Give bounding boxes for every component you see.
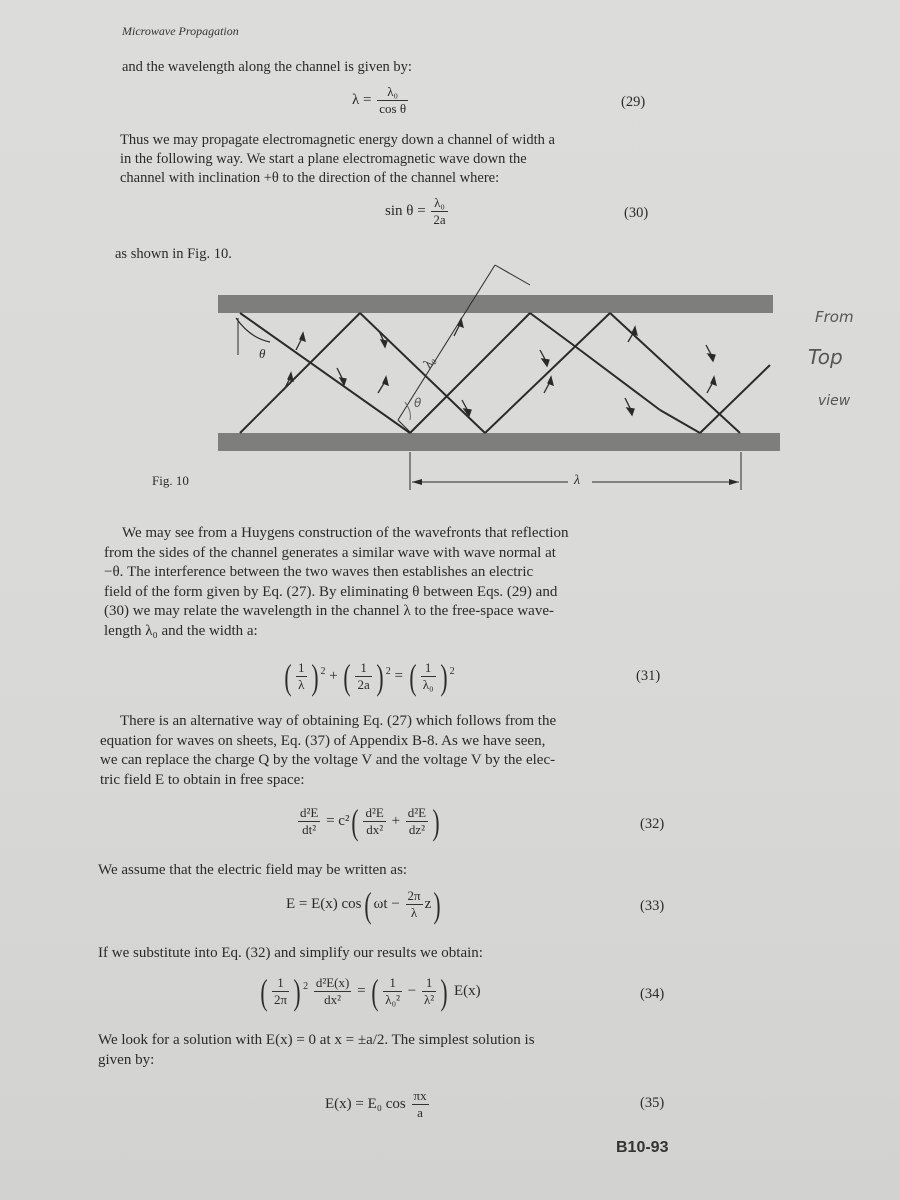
eq35-denominator: a (417, 1105, 423, 1120)
paragraph-4-line: −θ. The interference between the two waves then establishes an electric (104, 564, 534, 580)
equation-31: ( $\frac{1}{\lambda}$ ) $^2$ + ( $\frac{1}{2a}$ ) $^2$ = ( $\frac{1}{\text{λ₀}}$ ) $^2$ (284, 656, 455, 697)
handwritten-note-line-2: Top (808, 345, 843, 369)
paragraph-5-line: There is an alternative way of obtaining Eq. (27) which follows from the (120, 713, 557, 729)
eq35-numerator: πx (413, 1088, 427, 1103)
paragraph-4-line: (30) we may relate the wavelength in the channel λ to the free-space wave- (104, 603, 554, 619)
eq29-numerator: λ₀ (377, 84, 408, 101)
figure-caption: Fig. 10 (152, 473, 189, 488)
handwritten-theta: θ (414, 396, 422, 410)
paragraph-2-line: in the following way. We start a plane electromagnetic wave down the (120, 151, 527, 167)
equation-30-number: (30) (624, 205, 649, 221)
equation-31-number: (31) (636, 668, 661, 684)
paragraph-8-line: given by: (98, 1052, 155, 1068)
paragraph-4-line: field of the form given by Eq. (27). By eliminating θ between Eqs. (29) and (104, 583, 558, 600)
eq33-denominator: λ (410, 905, 418, 920)
eq31-den-3: λ₀ (422, 677, 434, 692)
eq34-num-1: 1 (272, 975, 289, 992)
paragraph-5-line: we can replace the charge Q by the voltage V and the voltage V by the elec- (100, 752, 556, 768)
paragraph-7 (98, 944, 483, 963)
bottom-wall (218, 433, 780, 451)
figure-10-diagram (0, 0, 900, 520)
running-header: Microwave Propagation (122, 24, 239, 38)
eq31-num-1: 1 (298, 660, 305, 675)
paragraph-3-line: as shown in Fig. 10. (115, 246, 232, 262)
eq35-lhs: E(x) = E₀ cos (325, 1095, 406, 1112)
eq31-num-3: 1 (421, 660, 436, 677)
eq33-z: z (424, 895, 432, 912)
paragraph-2-line: channel with inclination +θ to the direction of the channel where: (120, 170, 500, 186)
eq32-den-2: dx² (366, 822, 384, 837)
eq34-num-3: 1 (383, 975, 402, 992)
handwritten-note-line-1: From (815, 308, 854, 326)
zigzag-wave-paths (240, 313, 770, 433)
equation-32-number: (32) (640, 816, 665, 832)
eq32-num-2: d²E (365, 805, 384, 820)
paragraph-4 (104, 524, 569, 641)
paragraph-6 (98, 861, 407, 880)
theta-label: θ (259, 346, 266, 361)
paragraph-5 (100, 712, 556, 790)
eq29-denominator: cos θ (379, 101, 407, 116)
page-number: B10-93 (616, 1139, 669, 1156)
equation-33: E = E(x) cos( ωt − $\frac{2\pi}{\lambda}$ z) (286, 884, 441, 925)
eq29-lhs: λ = (352, 91, 372, 108)
eq31-den-1: λ (298, 677, 305, 692)
equation-34-number: (34) (640, 986, 665, 1002)
eq32-den-1: dt² (302, 822, 317, 837)
handwritten-note-line-3: view (818, 393, 851, 409)
eq34-den-3: λ₀² (385, 992, 401, 1007)
eq32-num-1: d²E (300, 805, 319, 820)
eq31-den-2: 2a (357, 677, 370, 692)
equation-34: ( $\frac{1}{2\pi}$ ) $^2$ $\frac{\text{d²E(x)}}{\text{dx²}}$ = ( $\frac{1}{\text{λ₀²}}$ − $\frac{1}{\text{λ²}}$ ) E(x) (260, 971, 481, 1012)
eq30-denominator: 2a (433, 212, 446, 227)
equation-35 (325, 1088, 431, 1121)
equation-33-number: (33) (640, 898, 665, 914)
eq33-numerator: 2π (407, 888, 421, 903)
paragraph-8-line: We look for a solution with E(x) = 0 at x = ±a/2. The simplest solution is (98, 1032, 535, 1048)
paragraph-7-line: If we substitute into Eq. (32) and simplify our results we obtain: (98, 945, 483, 961)
paragraph-4-line: length λ₀ and the width a: (104, 622, 258, 639)
eq30-lhs: sin θ = (385, 202, 426, 219)
eq33-lhs: E = E(x) cos (286, 895, 362, 912)
eq34-num-2: d²E(x) (315, 975, 350, 990)
top-wall (218, 295, 773, 313)
eq32-constant: = c² (326, 812, 350, 829)
eq34-den-4: λ² (424, 992, 435, 1007)
eq34-num-4: 1 (422, 975, 436, 992)
paragraph-4-line: We may see from a Huygens construction of the wavefronts that reflection (122, 525, 569, 541)
paragraph-8 (98, 1030, 535, 1070)
paragraph-5-line: tric field E to obtain in free space: (100, 771, 305, 788)
eq34-den-2: dx² (324, 992, 342, 1007)
paragraph-4-line: from the sides of the channel generates a similar wave with wave normal at (104, 544, 556, 561)
paragraph-5-line: equation for waves on sheets, Eq. (37) of Appendix B-8. As we have seen, (100, 732, 546, 749)
eq34-tail: E(x) (453, 982, 481, 999)
eq34-den-1: 2π (274, 992, 288, 1007)
paragraph-1-line: and the wavelength along the channel is given by: (122, 59, 412, 75)
direction-arrows (284, 319, 716, 416)
eq32-num-3: d²E (407, 805, 427, 820)
equation-35-number: (35) (640, 1095, 665, 1111)
eq33-omega-term: ωt − (373, 895, 400, 912)
eq31-num-2: 1 (355, 660, 371, 677)
paragraph-6-line: We assume that the electric field may be written as: (98, 862, 408, 878)
equation-32: $\frac{\text{d²E}}{\text{dt²}}$ = c²( $\frac{\text{d²E}}{\text{dx²}}$ + $\frac{\text{d²E}}{\text{dz²}}$ ) (300, 801, 440, 842)
eq32-den-3: dz² (408, 822, 426, 837)
lambda-label: λ (574, 473, 581, 488)
paragraph-2-line: Thus we may propagate electromagnetic energy down a channel of width a (120, 132, 555, 148)
lambda0-label: λ₀ (419, 353, 438, 371)
eq30-numerator: λ₀ (431, 195, 447, 212)
equation-29-number: (29) (621, 94, 646, 110)
